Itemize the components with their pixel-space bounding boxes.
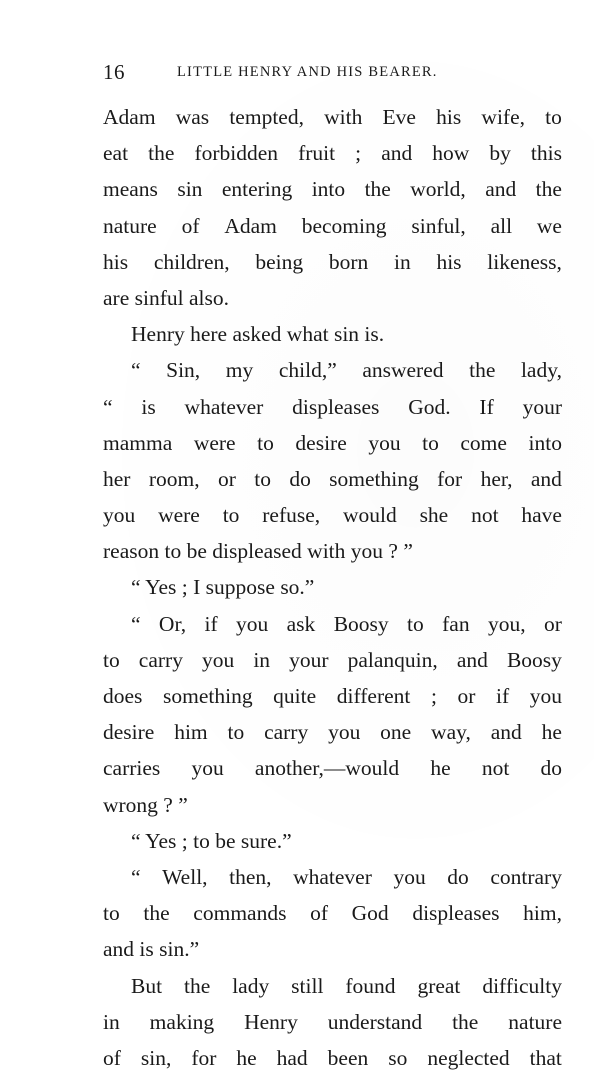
text-line: Henry here asked what sin is. — [131, 322, 385, 347]
text-line: “ Yes ; I suppose so.” — [131, 575, 315, 600]
text-line: “ is whatever displeases God. If your — [103, 394, 562, 419]
running-head: LITTLE HENRY AND HIS BEARER. — [177, 64, 438, 80]
text-line: reason to be displeased with you ? ” — [103, 539, 413, 564]
text-line: wrong ? ” — [103, 792, 188, 817]
text-line: mamma were to desire you to come into — [103, 430, 562, 455]
text-line: are sinful also. — [103, 285, 229, 310]
text-line: eat the forbidden fruit ; and how by this — [103, 141, 562, 166]
text-line: does something quite different ; or if you — [103, 684, 562, 708]
text-line: you were to refuse, would she not have — [103, 503, 562, 528]
text-line: “ Yes ; to be sure.” — [131, 828, 292, 853]
text-line: “ Well, then, whatever you do contrary — [131, 864, 562, 889]
text-line: to the commands of God displeases him, — [103, 901, 562, 926]
text-line: carries you another,—would he not do — [103, 756, 562, 781]
text-line: Adam was tempted, with Eve his wife, to — [103, 105, 562, 129]
text-line: of sin, for he had been so neglected that — [103, 1045, 562, 1070]
body-text — [103, 99, 562, 1076]
text-line: “ Sin, my child,” answered the lady, — [131, 358, 562, 383]
text-line: to carry you in your palanquin, and Boosy — [103, 647, 562, 672]
page-number: 16 — [103, 60, 125, 84]
text-line: desire him to carry you one way, and he — [103, 720, 562, 745]
page-header — [103, 60, 563, 86]
text-line: means sin entering into the world, and the — [103, 177, 562, 202]
text-line: “ Or, if you ask Boosy to fan you, or — [131, 611, 562, 636]
text-line: in making Henry understand the nature — [103, 1009, 562, 1034]
text-line: and is sin.” — [103, 937, 200, 962]
text-line: her room, or to do something for her, and — [103, 466, 562, 491]
text-line: his children, being born in his likeness, — [103, 249, 562, 274]
text-line: But the lady still found great difficulty — [131, 973, 562, 998]
text-line: nature of Adam becoming sinful, all we — [103, 213, 562, 238]
